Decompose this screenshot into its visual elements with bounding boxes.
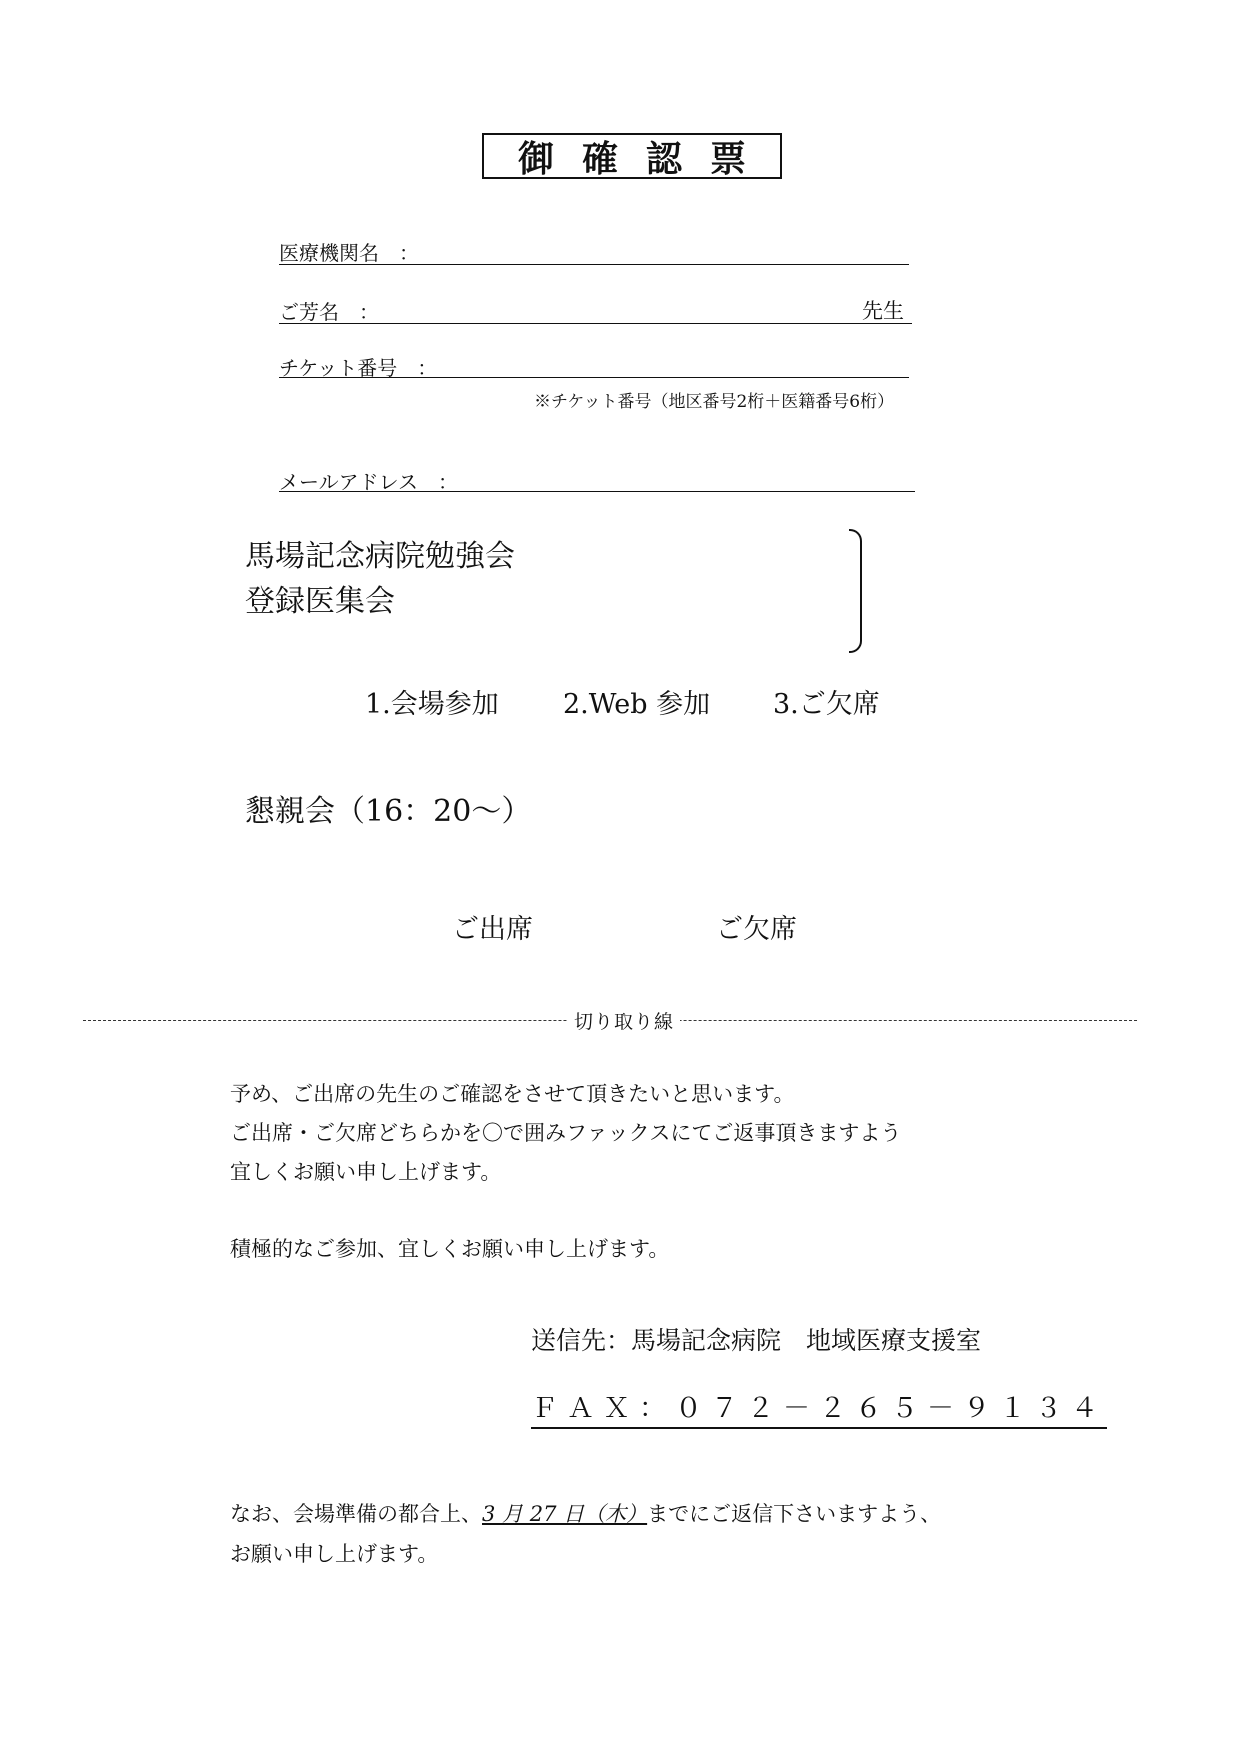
name-suffix: 先生 xyxy=(862,299,904,323)
name-field[interactable] xyxy=(279,323,912,324)
ticket-label: チケット番号 ： xyxy=(279,356,438,380)
message-line-1: 予め、ご出席の先生のご確認をさせて頂きたいと思います。 xyxy=(230,1082,795,1106)
party-absent[interactable]: ご欠席 xyxy=(716,914,797,945)
ticket-note: ※チケット番号（地区番号2桁＋医籍番号6桁） xyxy=(534,392,895,412)
closing-suffix: までにご返信下さいますよう、 xyxy=(647,1502,942,1526)
option-venue[interactable]: 1.会場参加 xyxy=(365,689,499,720)
attendance-options-web xyxy=(563,682,710,721)
closing-bracket xyxy=(849,529,862,653)
institution-field[interactable] xyxy=(279,264,909,265)
deadline-date: 3 月 27 日（木） xyxy=(482,1502,648,1526)
fax-number: ＦＡＸ：０７２－２６５－９１３４ xyxy=(531,1386,1107,1429)
closing-line-2: お願い申し上げます。 xyxy=(230,1542,439,1566)
event-title-2: 登録医集会 xyxy=(245,584,395,619)
email-field[interactable] xyxy=(279,491,915,492)
ticket-field[interactable] xyxy=(279,377,909,378)
option-absent[interactable]: 3.ご欠席 xyxy=(773,689,880,720)
attendance-options xyxy=(365,682,499,721)
email-label: メールアドレス ： xyxy=(279,470,458,494)
event-title-1: 馬場記念病院勉強会 xyxy=(245,539,515,574)
institution-label: 医療機関名 ： xyxy=(279,241,419,265)
attendance-options-absent xyxy=(773,682,880,721)
name-row xyxy=(279,296,379,325)
closing-line-1 xyxy=(230,1495,941,1534)
message-line-3: 宜しくお願い申し上げます。 xyxy=(230,1160,502,1184)
institution-row xyxy=(279,237,419,266)
message-line-2: ご出席・ご欠席どちらかを〇で囲みファックスにてご返事頂きますよう xyxy=(230,1121,902,1145)
name-label: ご芳名 ： xyxy=(279,300,379,324)
party-attend[interactable]: ご出席 xyxy=(452,914,533,945)
document-title-box xyxy=(482,133,782,179)
cut-label: 切り取り線 xyxy=(568,1007,680,1034)
document-title: 御確認票 xyxy=(517,137,774,180)
destination: 送信先：馬場記念病院 地域医療支援室 xyxy=(531,1326,982,1355)
party-title: 懇親会（16：20〜） xyxy=(245,794,532,829)
closing-prefix: なお、会場準備の都合上、 xyxy=(230,1502,482,1526)
message-line-4: 積極的なご参加、宜しくお願い申し上げます。 xyxy=(230,1237,670,1261)
option-web[interactable]: 2.Web 参加 xyxy=(563,689,711,720)
